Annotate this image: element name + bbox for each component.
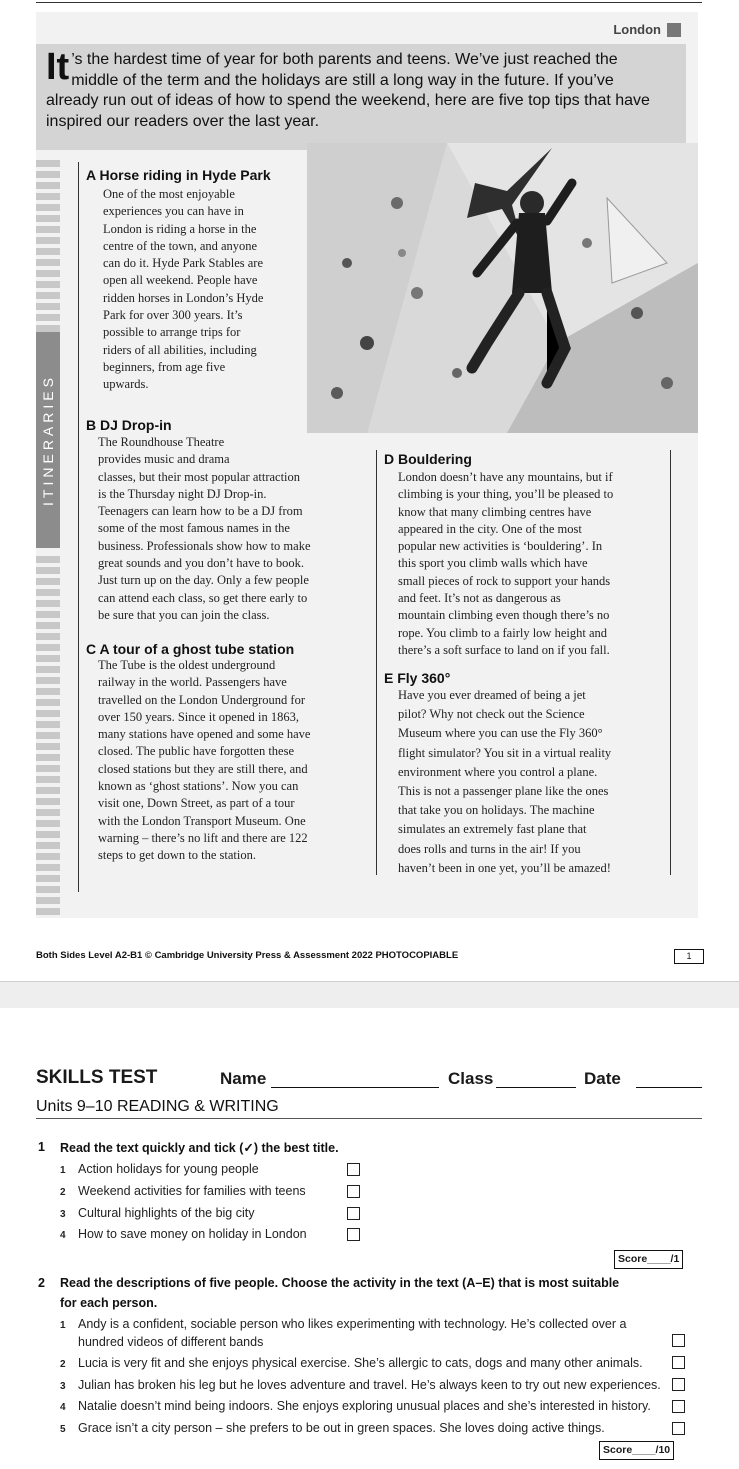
line: pilot? Why not check out the Science bbox=[398, 707, 585, 722]
intro-paragraph bbox=[46, 46, 666, 132]
name-label: Name bbox=[220, 1069, 267, 1088]
item-text: Action holidays for young people bbox=[78, 1162, 259, 1176]
intro-dropcap: It bbox=[46, 46, 70, 88]
sidebar-stripe bbox=[36, 226, 60, 233]
line: does rolls and turns in the air! If you bbox=[398, 841, 581, 856]
section-a-body bbox=[103, 186, 303, 394]
right-column-rule-left bbox=[376, 450, 377, 875]
city-label bbox=[613, 22, 681, 37]
line: London is riding a horse in the bbox=[103, 221, 257, 236]
line: mountain climbing even though there’s no bbox=[398, 608, 610, 623]
sidebar-stripe bbox=[36, 160, 60, 167]
sidebar-stripe bbox=[36, 743, 60, 750]
item-text: Cultural highlights of the big city bbox=[78, 1206, 255, 1220]
sidebar-stripe bbox=[36, 171, 60, 178]
item-text: Grace isn’t a city person – she prefers to be out in green spaces. She loves doing active things. bbox=[78, 1421, 605, 1435]
line: travelled on the London Underground for bbox=[98, 692, 306, 707]
line: beginners, from age five bbox=[103, 359, 226, 374]
q2-item bbox=[60, 1421, 605, 1435]
line: riders of all abilities, including bbox=[103, 342, 257, 357]
line: classes, but their most popular attraction bbox=[98, 469, 301, 484]
q1-score-box[interactable]: Score____/1 bbox=[614, 1250, 683, 1269]
item-text: Natalie doesn’t mind being indoors. She enjoys exploring unusual places and she’s interested in history. bbox=[78, 1399, 651, 1413]
line: can do it. Hyde Park Stables are bbox=[103, 256, 264, 271]
q1-checkbox-2[interactable] bbox=[347, 1185, 360, 1198]
section-e-body bbox=[398, 686, 668, 878]
sidebar-stripe bbox=[36, 622, 60, 629]
line: Park for over 300 years. It’s bbox=[103, 308, 243, 323]
line: Teenagers can learn how to be a DJ from bbox=[98, 504, 303, 519]
sidebar-stripe bbox=[36, 809, 60, 816]
section-a-title: A Horse riding in Hyde Park bbox=[86, 167, 271, 183]
sidebar-stripe bbox=[36, 270, 60, 277]
line: upwards. bbox=[103, 377, 149, 392]
sidebar-stripe bbox=[36, 820, 60, 827]
q2-score-box[interactable]: Score____/10 bbox=[599, 1441, 674, 1460]
section-e-title: E Fly 360° bbox=[384, 670, 451, 686]
sidebar-stripe bbox=[36, 732, 60, 739]
sidebar-stripe bbox=[36, 204, 60, 211]
item-number: 3 bbox=[60, 1381, 66, 1392]
q2-answer-box-2[interactable] bbox=[672, 1356, 685, 1369]
intro-text: ’s the hardest time of year for both parents and teens. We’ve just reached the middle of the term and the holidays are still a long way in the future. If you’ve already run out of ideas of how to spend the weekend, here are five top tips that have inspired our readers over the last year. bbox=[46, 51, 650, 130]
item-text: Julian has broken his leg but he loves adventure and travel. He’s always keen to try out new experiences. bbox=[78, 1378, 661, 1392]
sidebar-stripe bbox=[36, 193, 60, 200]
item-number: 4 bbox=[60, 1402, 66, 1413]
line: One of the most enjoyable bbox=[103, 187, 235, 201]
sidebar-stripe bbox=[36, 215, 60, 222]
sidebar-stripe bbox=[36, 644, 60, 651]
line: Museum where you can use the Fly 360° bbox=[398, 726, 603, 741]
sidebar-stripe bbox=[36, 842, 60, 849]
date-label: Date bbox=[584, 1069, 621, 1088]
q1-item bbox=[60, 1162, 259, 1176]
city-square-icon bbox=[667, 23, 681, 37]
q2-item bbox=[60, 1399, 651, 1413]
skills-test-title: SKILLS TEST bbox=[36, 1067, 158, 1088]
itineraries-label: ITINERARIES bbox=[40, 374, 56, 506]
line: centre of the town, and anyone bbox=[103, 238, 258, 253]
q1-number: 1 bbox=[38, 1140, 45, 1154]
item-number: 2 bbox=[60, 1359, 66, 1370]
item-text: Andy is a confident, sociable person who likes experimenting with technology. He’s collected over a bbox=[78, 1317, 627, 1331]
line: steps to get down to the station. bbox=[98, 848, 256, 863]
class-label: Class bbox=[448, 1069, 494, 1088]
sidebar-stripe bbox=[36, 182, 60, 189]
sidebar-stripe bbox=[36, 292, 60, 299]
sidebar-stripe bbox=[36, 776, 60, 783]
intro-box bbox=[36, 44, 686, 150]
section-b-title: B DJ Drop-in bbox=[86, 417, 172, 433]
line: flight simulator? You sit in a virtual reality bbox=[398, 745, 612, 760]
sidebar-stripe bbox=[36, 303, 60, 310]
q2-number: 2 bbox=[38, 1276, 45, 1290]
q1-item bbox=[60, 1184, 306, 1198]
line: environment where you control a plane. bbox=[398, 764, 598, 779]
item-number: 2 bbox=[60, 1187, 66, 1198]
sidebar-stripe bbox=[36, 325, 60, 332]
date-field[interactable] bbox=[636, 1087, 702, 1088]
right-column-rule-right bbox=[670, 450, 671, 875]
section-b-body bbox=[98, 434, 368, 624]
line: with the London Transport Museum. One bbox=[98, 813, 306, 828]
q2-prompt: Read the descriptions of five people. Choose the activity in the text (A–E) that is most suitable bbox=[60, 1276, 620, 1290]
q2-answer-box-5[interactable] bbox=[672, 1422, 685, 1435]
item-number: 1 bbox=[60, 1165, 66, 1176]
item-text: How to save money on holiday in London bbox=[78, 1227, 307, 1241]
line: and feet. It’s not as dangerous as bbox=[398, 591, 561, 606]
sidebar-stripe bbox=[36, 875, 60, 882]
q2-answer-box-4[interactable] bbox=[672, 1400, 685, 1413]
copyright-footer: Both Sides Level A2-B1 © Cambridge University Press & Assessment 2022 PHOTOCOPIABLE bbox=[36, 950, 459, 961]
sidebar-stripe bbox=[36, 864, 60, 871]
line: popular new activities is ‘bouldering’. In bbox=[398, 539, 603, 554]
q1-checkbox-3[interactable] bbox=[347, 1207, 360, 1220]
city-text: London bbox=[613, 22, 661, 37]
top-rule bbox=[36, 2, 702, 3]
sidebar-stripe bbox=[36, 655, 60, 662]
sidebar-stripe bbox=[36, 259, 60, 266]
q2-answer-box-3[interactable] bbox=[672, 1378, 685, 1391]
line: London doesn’t have any mountains, but if bbox=[398, 470, 613, 484]
line: that take you on holidays. The machine bbox=[398, 803, 595, 818]
q2-item-cont: hundred videos of different bands bbox=[78, 1335, 264, 1349]
left-column-rule bbox=[78, 162, 79, 892]
line: The Tube is the oldest underground bbox=[98, 658, 276, 672]
q2-item bbox=[60, 1356, 643, 1370]
line: some of the most famous names in the bbox=[98, 521, 290, 536]
line: know that many climbing centres have bbox=[398, 504, 592, 519]
item-number: 5 bbox=[60, 1424, 66, 1435]
q1-prompt: Read the text quickly and tick (✓) the best title. bbox=[60, 1141, 339, 1155]
bouldering-photo bbox=[307, 143, 698, 433]
sidebar-stripe bbox=[36, 798, 60, 805]
units-rule bbox=[36, 1118, 702, 1119]
line: provides music and drama bbox=[98, 452, 230, 467]
line: warning – there’s no lift and there are 122 bbox=[98, 830, 308, 845]
sidebar-stripe bbox=[36, 853, 60, 860]
section-c-body bbox=[98, 657, 368, 865]
line: railway in the world. Passengers have bbox=[98, 675, 287, 690]
line: closed. The public have forgotten these bbox=[98, 744, 295, 759]
sidebar-stripe bbox=[36, 677, 60, 684]
sidebar-stripe bbox=[36, 688, 60, 695]
line: is the Thursday night DJ Drop-in. bbox=[98, 486, 267, 501]
sidebar-stripe bbox=[36, 886, 60, 893]
sidebar-stripe bbox=[36, 248, 60, 255]
sidebar-stripe bbox=[36, 765, 60, 772]
q2-item bbox=[60, 1317, 626, 1331]
item-text: Weekend activities for families with teens bbox=[78, 1184, 306, 1198]
sidebar-stripe bbox=[36, 589, 60, 596]
line: appeared in the city. One of the most bbox=[398, 521, 582, 536]
q2-answer-box-1[interactable] bbox=[672, 1334, 685, 1347]
line: many stations have opened and some have bbox=[98, 727, 311, 742]
item-number: 4 bbox=[60, 1230, 66, 1241]
item-number: 3 bbox=[60, 1209, 66, 1220]
line: visit one, Down Street, as part of a tour bbox=[98, 796, 295, 811]
q1-item bbox=[60, 1227, 307, 1241]
line: can attend each class, so get there early to bbox=[98, 590, 308, 605]
q2-item bbox=[60, 1378, 661, 1392]
sidebar-stripe bbox=[36, 666, 60, 673]
itineraries-tab bbox=[36, 332, 60, 548]
line: business. Professionals show how to make bbox=[98, 538, 311, 553]
section-c-title: C A tour of a ghost tube station bbox=[86, 641, 295, 657]
name-field[interactable] bbox=[271, 1087, 439, 1088]
line: Just turn up on the day. Only a few people bbox=[98, 573, 309, 588]
sidebar-stripe bbox=[36, 908, 60, 915]
sidebar-stripe bbox=[36, 831, 60, 838]
line: there’s a soft surface to land on if you fall. bbox=[398, 642, 610, 657]
sidebar-stripe bbox=[36, 754, 60, 761]
line: possible to arrange trips for bbox=[103, 325, 241, 340]
line: rope. You climb to a fairly low height and bbox=[398, 625, 607, 640]
sidebar-stripe bbox=[36, 611, 60, 618]
sidebar-stripe bbox=[36, 237, 60, 244]
line: climbing is your thing, you’ll be pleased to bbox=[398, 487, 614, 502]
line: simulates an extremely fast plane that bbox=[398, 822, 587, 837]
sidebar-stripe bbox=[36, 567, 60, 574]
units-heading: Units 9–10 READING & WRITING bbox=[36, 1098, 279, 1115]
sidebar-stripe bbox=[36, 721, 60, 728]
q1-checkbox-1[interactable] bbox=[347, 1163, 360, 1176]
page-gap bbox=[0, 982, 739, 1008]
climber-illustration bbox=[307, 143, 698, 433]
line: open all weekend. People have bbox=[103, 273, 258, 288]
item-number: 1 bbox=[60, 1320, 66, 1331]
q2-prompt-cont: for each person. bbox=[60, 1296, 158, 1310]
line: closed stations but they are still there, and bbox=[98, 761, 308, 776]
page-number: 1 bbox=[674, 949, 704, 964]
line: This is not a passenger plane like the ones bbox=[398, 784, 609, 799]
line: over 150 years. Since it opened in 1863, bbox=[98, 709, 299, 724]
sidebar-stripe bbox=[36, 600, 60, 607]
sidebar-stripe bbox=[36, 897, 60, 904]
sidebar-stripe bbox=[36, 281, 60, 288]
line: small pieces of rock to support your hands bbox=[398, 573, 611, 588]
sidebar-stripe bbox=[36, 578, 60, 585]
line: haven’t been in one yet, you’ll be amazed! bbox=[398, 860, 611, 875]
line: this sport you climb walls which have bbox=[398, 556, 588, 571]
line: known as ‘ghost stations’. Now you can bbox=[98, 779, 299, 794]
class-field[interactable] bbox=[496, 1087, 576, 1088]
line: Have you ever dreamed of being a jet bbox=[398, 688, 586, 702]
sidebar-stripe bbox=[36, 787, 60, 794]
line: experiences you can have in bbox=[103, 204, 244, 219]
line: The Roundhouse Theatre bbox=[98, 435, 225, 449]
sidebar-stripe bbox=[36, 699, 60, 706]
section-d-title: D Bouldering bbox=[384, 451, 472, 467]
sidebar-stripe bbox=[36, 314, 60, 321]
sidebar-stripe bbox=[36, 710, 60, 717]
q1-checkbox-4[interactable] bbox=[347, 1228, 360, 1241]
line: ridden horses in London’s Hyde bbox=[103, 290, 264, 305]
sidebar-stripe bbox=[36, 556, 60, 563]
item-text: Lucia is very fit and she enjoys physical exercise. She’s allergic to cats, dogs and many other animals. bbox=[78, 1356, 643, 1370]
line: great sounds and you don’t have to book. bbox=[98, 556, 304, 571]
q1-item bbox=[60, 1206, 254, 1220]
line: be sure that you can join the class. bbox=[98, 607, 270, 622]
sidebar-stripe bbox=[36, 633, 60, 640]
section-d-body bbox=[398, 469, 668, 659]
